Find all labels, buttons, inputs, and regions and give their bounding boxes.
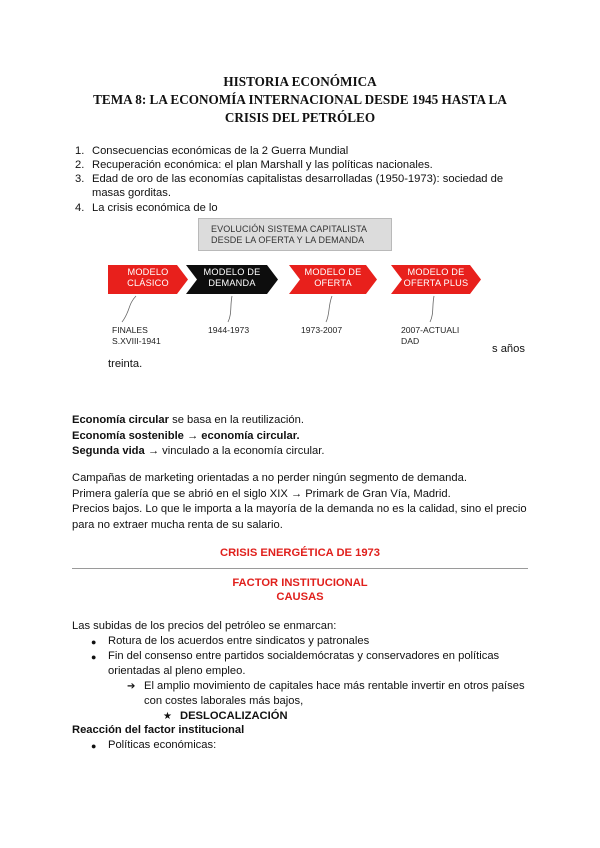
doc-title-line3: CRISIS DEL PETRÓLEO xyxy=(224,110,376,125)
model-classic-chevron xyxy=(108,265,188,294)
model-label: MODELO CLÁSICO xyxy=(127,267,169,288)
model-demand-chevron xyxy=(186,265,278,294)
cause-bullet-2: ● Fin del consenso entre partidos socialdemócratas y conservadores en políticas xyxy=(108,649,499,664)
doc-title-line2: TEMA 8: LA ECONOMÍA INTERNACIONAL DESDE 1945 HASTA LA xyxy=(93,92,507,107)
topic-item-3 xyxy=(75,172,537,186)
topic-text: Recuperación económica: el plan Marshall y las políticas nacionales. xyxy=(92,159,433,171)
topic-item-4 xyxy=(75,201,532,215)
reaction-bullet-1: ● Políticas económicas: xyxy=(108,738,216,753)
sustainable-economy-line: Economía sostenible → economía circular. xyxy=(72,430,300,442)
diagram-title-box xyxy=(198,218,392,251)
timeline-connectors xyxy=(100,294,500,326)
overflow-text-below: treinta. xyxy=(108,358,143,370)
period-supply-plus: 2007-ACTUALI DAD xyxy=(401,325,460,346)
section-divider xyxy=(72,568,528,569)
period-supply: 1973-2007 xyxy=(301,325,343,335)
second-life-line: Segunda vida → vinculado a la economía circular. xyxy=(72,445,325,457)
arrow-item-continuation: con costes laborales más bajos, xyxy=(144,695,304,707)
topic-number: 4. xyxy=(75,202,85,214)
diagram-title-line1: EVOLUCIÓN SISTEMA CAPITALISTA xyxy=(211,224,368,234)
marketing-line-1: Campañas de marketing orientadas a no perder ningún segmento de demanda. xyxy=(72,472,467,484)
model-supply-chevron xyxy=(289,265,377,294)
causes-heading: CAUSAS xyxy=(276,591,324,603)
topic-item-3-continuation: masas gorditas. xyxy=(92,187,171,199)
reaction-heading: Reacción del factor institucional xyxy=(72,724,245,736)
bullet-icon: ● xyxy=(91,652,97,662)
bullet-icon: ● xyxy=(91,637,97,647)
period-classic: FINALES S.XVIII-1941 xyxy=(112,325,161,346)
model-label: MODELO DE OFERTA xyxy=(304,267,362,288)
marketing-line-2: Primera galería que se abrió en el siglo XIX → Primark de Gran Vía, Madrid. xyxy=(72,488,451,500)
cause-bullet-2-continuation: orientadas al pleno empleo. xyxy=(108,665,246,677)
diagram-title-line2: DESDE LA OFERTA Y LA DEMANDA xyxy=(211,235,365,245)
topic-number: 3. xyxy=(75,173,85,185)
arrow-item: ➔ El amplio movimiento de capitales hace más rentable invertir en otros países xyxy=(144,679,525,694)
star-icon: ★ xyxy=(163,711,172,722)
cause-bullet-1: ● Rotura de los acuerdos entre sindicatos y patronales xyxy=(108,634,369,649)
topic-item-2 xyxy=(75,158,532,172)
crisis-heading: CRISIS ENERGÉTICA DE 1973 xyxy=(220,547,380,559)
model-label: MODELO DE DEMANDA xyxy=(203,267,261,288)
topic-text: La crisis económica de lo xyxy=(92,202,218,214)
factor-heading: FACTOR INSTITUCIONAL xyxy=(232,577,368,589)
topic-number: 2. xyxy=(75,159,85,171)
topic-item-1 xyxy=(75,144,532,158)
topic-number: 1. xyxy=(75,145,85,157)
circular-economy-line: Economía circular se basa en la reutilización. xyxy=(72,414,304,426)
star-item: ★ DESLOCALIZACIÓN xyxy=(180,709,288,724)
model-supply-plus-chevron xyxy=(391,265,481,294)
topic-text: Consecuencias económicas de la 2 Guerra Mundial xyxy=(92,145,349,157)
overflow-text-right: s años xyxy=(492,343,525,355)
period-demand: 1944-1973 xyxy=(208,325,250,335)
marketing-line-3: Precios bajos. Lo que le importa a la mayoría de la demanda no es la calidad, sino el precio xyxy=(72,503,527,515)
causes-intro: Las subidas de los precios del petróleo se enmarcan: xyxy=(72,620,337,632)
model-label: MODELO DE OFERTA PLUS xyxy=(403,267,469,288)
arrow-right-icon: ➔ xyxy=(127,681,136,692)
topic-text: Edad de oro de las economías capitalistas desarrolladas (1950-1973): sociedad de xyxy=(92,173,504,185)
doc-title-line1: HISTORIA ECONÓMICA xyxy=(223,74,377,89)
bullet-icon: ● xyxy=(91,741,97,751)
marketing-line-4: para no extraer mucha renta de su salario. xyxy=(72,519,283,531)
